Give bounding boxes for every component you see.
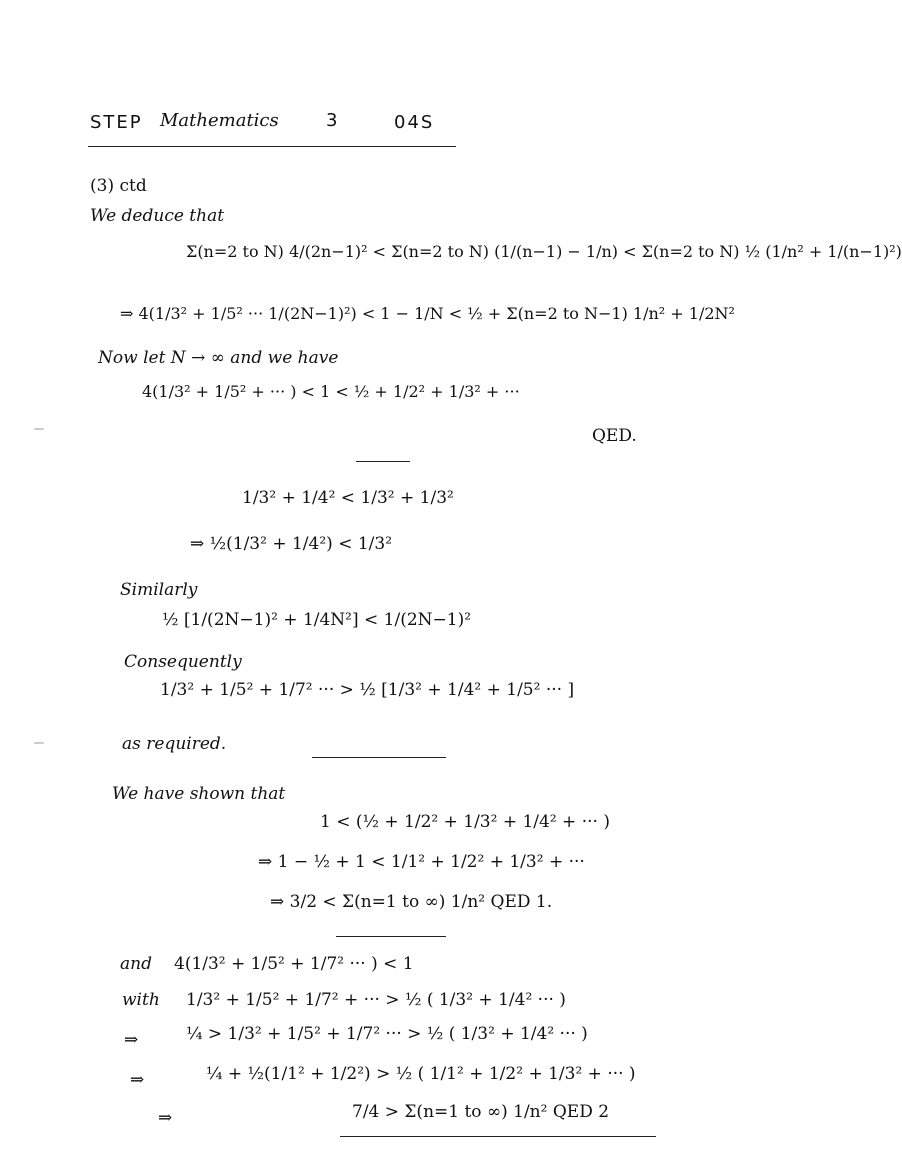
line-now-let: Now let N → ∞ and we have (98, 348, 339, 368)
word-with: with (122, 990, 160, 1010)
equation-2: ⇒ 4(1/3² + 1/5² ··· 1/(2N−1)²) < 1 − 1/N < ½ + Σ(n=2 to N−1) 1/n² + 1/2N² (120, 304, 735, 323)
line-deduce: We deduce that (90, 206, 225, 226)
section-divider (312, 757, 446, 758)
implies-15: ⇒ (158, 1108, 173, 1128)
implies-13: ⇒ (124, 1030, 139, 1050)
equation-4: 1/3² + 1/4² < 1/3² + 1/3² (242, 488, 454, 508)
equation-13: ¼ > 1/3² + 1/5² + 1/7² ··· > ½ ( 1/3² + 1/4² ··· ) (186, 1024, 588, 1044)
final-underline (340, 1136, 656, 1137)
equation-9: ⇒ 1 − ½ + 1 < 1/1² + 1/2² + 1/3² + ··· (258, 852, 585, 872)
line-have-shown: We have shown that (112, 784, 286, 804)
margin-mark (34, 742, 44, 744)
margin-mark (34, 428, 44, 430)
header-subject: STEP (90, 112, 143, 133)
equation-11: 4(1/3² + 1/5² + 1/7² ··· ) < 1 (174, 954, 414, 974)
implies-14: ⇒ (130, 1070, 145, 1090)
equation-15: 7/4 > Σ(n=1 to ∞) 1/n² QED 2 (352, 1102, 610, 1122)
header-number: 3 (326, 110, 340, 131)
equation-14: ¼ + ½(1/1² + 1/2²) > ½ ( 1/1² + 1/2² + 1/3² + ··· ) (206, 1064, 636, 1084)
equation-8: 1 < (½ + 1/2² + 1/3² + 1/4² + ··· ) (320, 812, 610, 832)
word-and: and (120, 954, 152, 974)
equation-12: 1/3² + 1/5² + 1/7² + ··· > ½ ( 1/3² + 1/4² ··· ) (186, 990, 566, 1010)
header-paper: Mathematics (160, 110, 279, 131)
header-underline (88, 146, 456, 147)
equation-5: ⇒ ½(1/3² + 1/4²) < 1/3² (190, 534, 393, 554)
qed-label: QED. (592, 426, 637, 446)
header-year: 04S (394, 112, 435, 133)
equation-1: Σ(n=2 to N) 4/(2n−1)² < Σ(n=2 to N) (1/(n−1) − 1/n) < Σ(n=2 to N) ½ (1/n² + 1/(n−1)²) (186, 242, 902, 261)
part-label: (3) ctd (90, 176, 147, 196)
equation-10: ⇒ 3/2 < Σ(n=1 to ∞) 1/n² QED 1. (270, 892, 553, 912)
section-divider (336, 936, 446, 937)
equation-3: 4(1/3² + 1/5² + ··· ) < 1 < ½ + 1/2² + 1/3² + ··· (142, 382, 520, 401)
line-consequently: Consequently (124, 652, 242, 672)
equation-6: ½ [1/(2N−1)² + 1/4N²] < 1/(2N−1)² (162, 610, 472, 630)
section-divider (356, 461, 410, 462)
line-similarly: Similarly (120, 580, 198, 600)
line-as-required: as required. (122, 734, 227, 754)
equation-7: 1/3² + 1/5² + 1/7² ··· > ½ [1/3² + 1/4² + 1/5² ··· ] (160, 680, 575, 700)
